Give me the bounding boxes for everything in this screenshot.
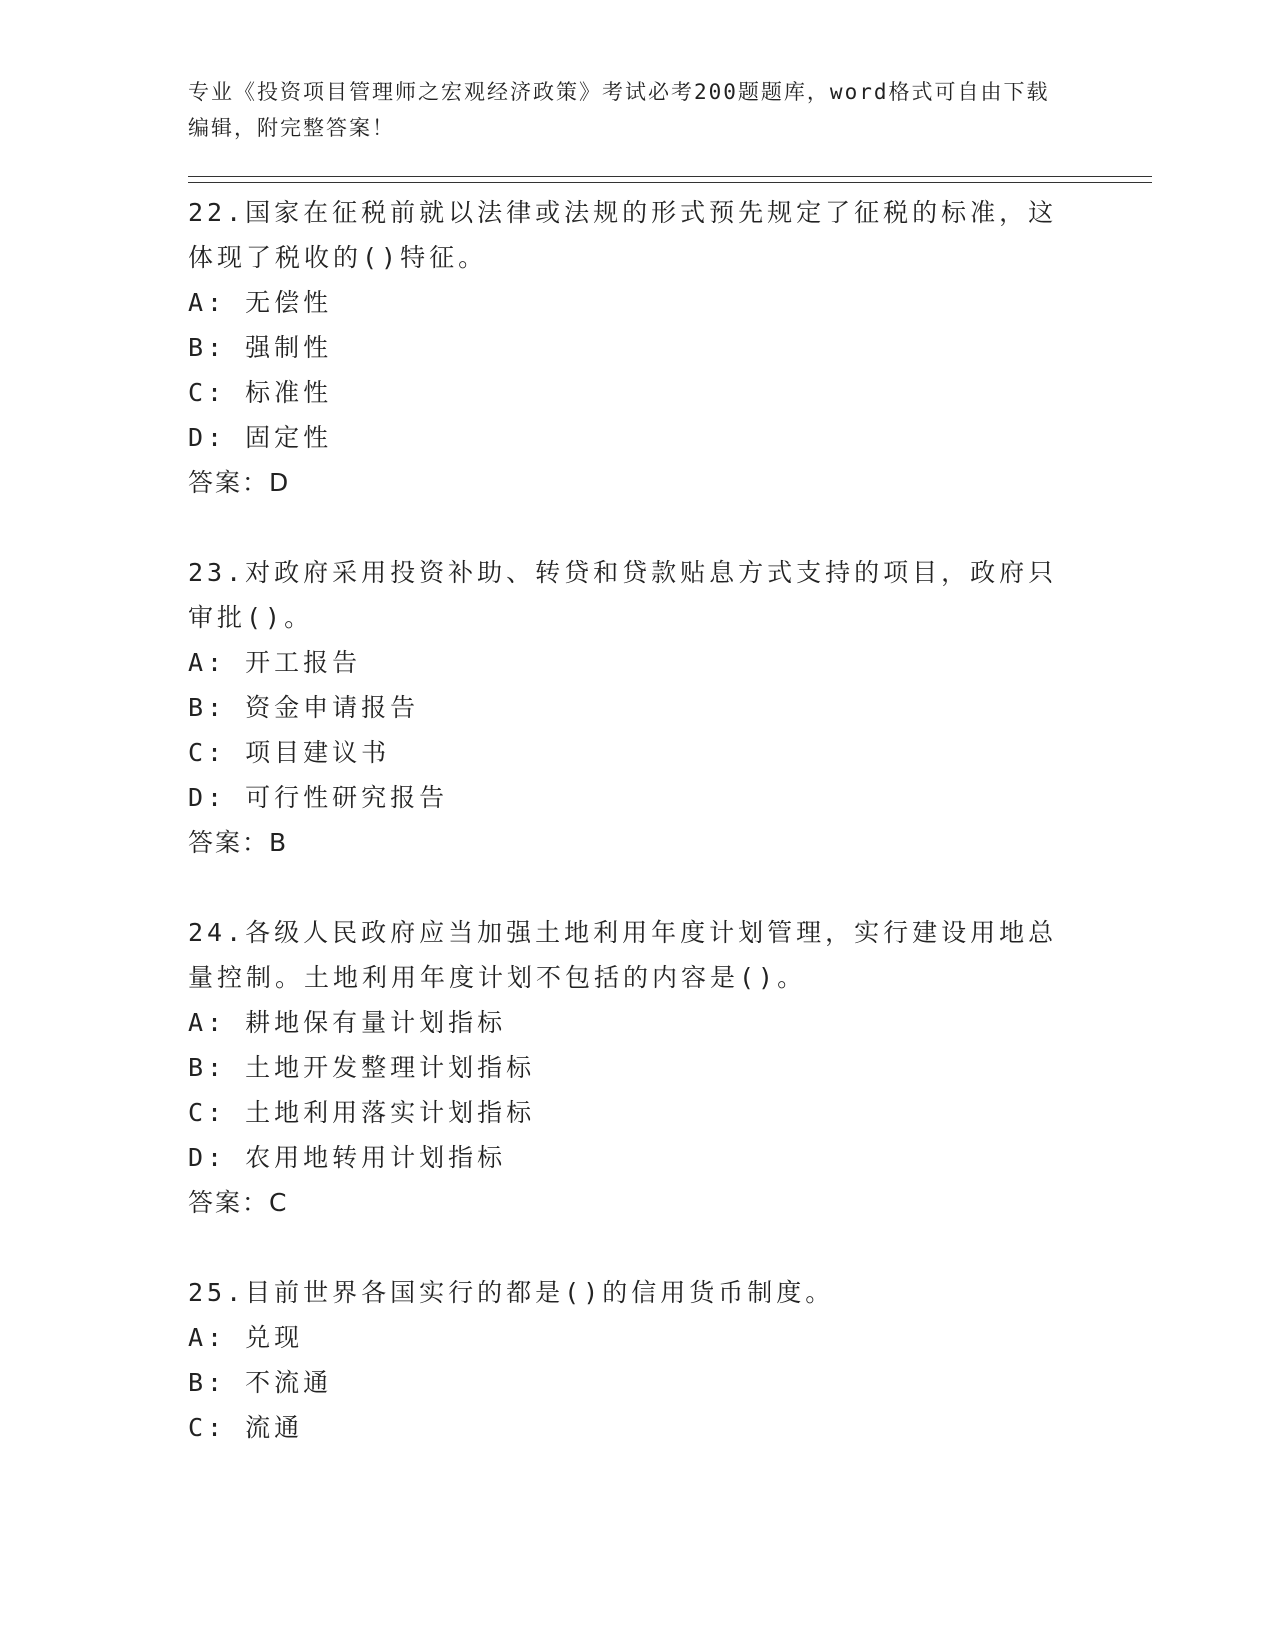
option-d: D: 固定性 [188, 423, 333, 452]
option-c: C: 标准性 [188, 378, 333, 407]
option-b: B: 资金申请报告 [188, 693, 420, 722]
question-24 [188, 910, 1088, 1225]
header-divider-top [188, 176, 1152, 177]
option-b: B: 强制性 [188, 333, 333, 362]
option-b: B: 土地开发整理计划指标 [188, 1053, 536, 1082]
option-d: D: 农用地转用计划指标 [188, 1143, 507, 1172]
question-22 [188, 190, 1088, 505]
option-a: A: 耕地保有量计划指标 [188, 1008, 507, 1037]
option-a: A: 开工报告 [188, 648, 362, 677]
question-list [188, 190, 1088, 1495]
question-23 [188, 550, 1088, 865]
option-a: A: 兑现 [188, 1323, 304, 1352]
option-c: C: 流通 [188, 1413, 304, 1442]
answer-key: 答案：D [188, 468, 291, 497]
question-stem: 25.目前世界各国实行的都是()的信用货币制度。 [188, 1278, 835, 1307]
question-stem: 24.各级人民政府应当加强土地利用年度计划管理，实行建设用地总量控制。土地利用年度计划不包括的内容是()。 [188, 918, 1058, 992]
question-25 [188, 1270, 1088, 1450]
header-divider-bottom [188, 182, 1152, 183]
document-header: 专业《投资项目管理师之宏观经济政策》考试必考200题题库，word格式可自由下载编辑，附完整答案！ [188, 80, 1050, 140]
question-stem: 23.对政府采用投资补助、转贷和贷款贴息方式支持的项目，政府只审批()。 [188, 558, 1058, 632]
option-d: D: 可行性研究报告 [188, 783, 449, 812]
option-b: B: 不流通 [188, 1368, 333, 1397]
option-c: C: 土地利用落实计划指标 [188, 1098, 536, 1127]
option-a: A: 无偿性 [188, 288, 333, 317]
answer-key: 答案：B [188, 828, 289, 857]
answer-key: 答案：C [188, 1188, 289, 1217]
option-c: C: 项目建议书 [188, 738, 391, 767]
question-stem: 22.国家在征税前就以法律或法规的形式预先规定了征税的标准，这体现了税收的()特征。 [188, 198, 1058, 272]
